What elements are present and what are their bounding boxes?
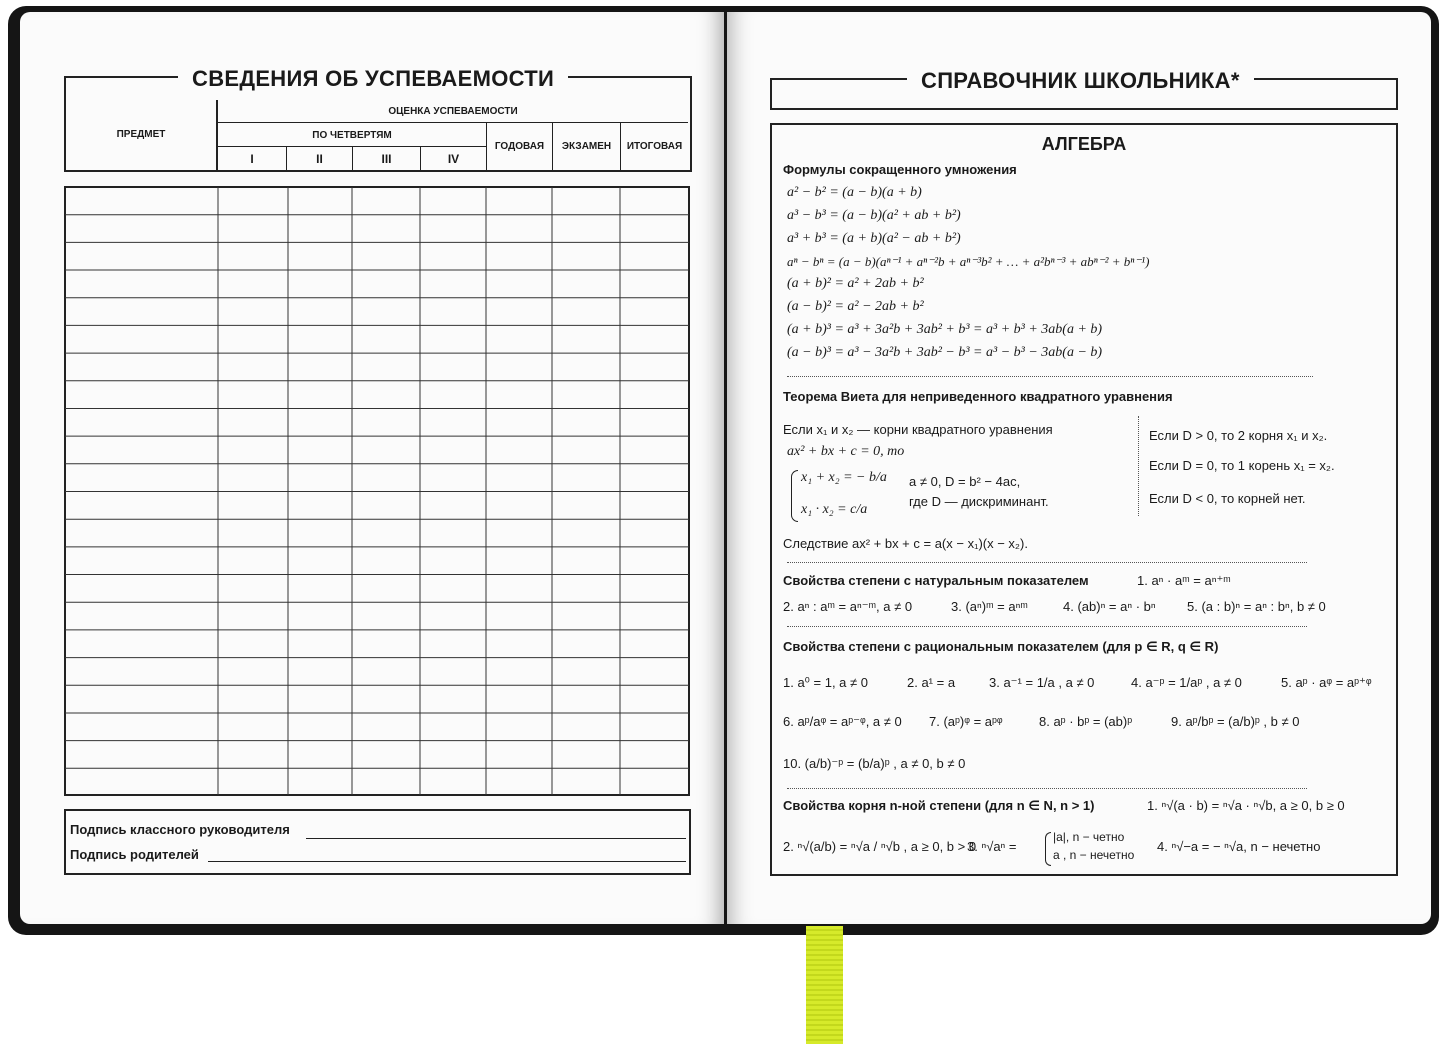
root-case: a , n − нечетно: [1053, 848, 1135, 862]
natural-property: 2. aⁿ : aᵐ = aⁿ⁻ᵐ, a ≠ 0: [783, 599, 913, 614]
formula-line: a² − b² = (a − b)(a + b): [787, 185, 922, 200]
root-property: 2. ⁿ√(a/b) = ⁿ√a / ⁿ√b , a ≥ 0, b > 0: [783, 839, 977, 854]
vieta-condition: a ≠ 0, D = b² − 4ac,: [909, 474, 1021, 489]
right-page: [727, 12, 1431, 924]
grades-header: ОЦЕНКА УСПЕВАЕМОСТИ: [388, 105, 518, 117]
formula-line: a³ − b³ = (a − b)(a² + ab + b²): [787, 208, 961, 223]
natural-property: 1. aⁿ · aᵐ = aⁿ⁺ᵐ: [1137, 573, 1231, 588]
rational-property: 6. aᵖ/aᵠ = aᵖ⁻ᵠ, a ≠ 0: [783, 714, 902, 729]
vieta-heading: Теорема Виета для неприведенного квадратного уравнения: [783, 389, 1173, 404]
page-title: СПРАВОЧНИК ШКОЛЬНИКА*: [907, 68, 1254, 94]
bookmark-ribbon[interactable]: [806, 926, 843, 1044]
rational-property: 8. aᵖ · bᵖ = (ab)ᵖ: [1039, 714, 1133, 729]
formula-line: (a + b)² = a² + 2ab + b²: [787, 276, 924, 291]
divider: [787, 626, 1307, 627]
vieta-intro: Если x₁ и x₂ — корни квадратного уравнения: [783, 422, 1053, 437]
subject-header: ПРЕДМЕТ: [116, 128, 166, 140]
brace: [791, 470, 798, 522]
formula-line: (a + b)³ = a³ + 3a²b + 3ab² + b³ = a³ + b³ + 3ab(a + b): [787, 322, 1103, 337]
quarter-2: II: [316, 152, 323, 166]
grades-grid[interactable]: [64, 186, 691, 797]
vieta-case: Если D > 0, то 2 корня x₁ и x₂.: [1149, 428, 1328, 443]
divider: [1138, 416, 1139, 516]
rational-property: 3. a⁻¹ = 1/a , a ≠ 0: [989, 675, 1095, 690]
rational-property: 2. a¹ = a: [907, 675, 956, 690]
parents-signature-label: Подпись родителей: [70, 847, 199, 862]
vieta-sum: x₁ + x₂ = − b/a: [801, 470, 887, 485]
formula-line: a³ + b³ = (a + b)(a² − ab + b²): [787, 231, 961, 246]
rational-property: 5. aᵖ · aᵠ = aᵖ⁺ᵠ: [1281, 675, 1372, 690]
root-case: |a|, n − четно: [1053, 830, 1125, 844]
exam-header: ЭКЗАМЕН: [561, 141, 612, 152]
annual-header: ГОДОВАЯ: [494, 141, 545, 152]
formula-line: aⁿ − bⁿ = (a − b)(aⁿ⁻¹ + aⁿ⁻²b + aⁿ⁻³b² + … + a²bⁿ⁻³ + abⁿ⁻² + bⁿ⁻¹): [787, 254, 1150, 269]
rational-property: 10. (a/b)⁻ᵖ = (b/a)ᵖ , a ≠ 0, b ≠ 0: [783, 756, 966, 771]
vieta-case: Если D = 0, то 1 корень x₁ = x₂.: [1149, 458, 1335, 473]
quarters-header: ПО ЧЕТВЕРТЯМ: [312, 129, 392, 141]
vieta-case: Если D < 0, то корней нет.: [1149, 491, 1306, 506]
signature-box: [64, 809, 691, 875]
natural-property: 3. (aⁿ)ᵐ = aⁿᵐ: [951, 599, 1028, 614]
teacher-signature-label: Подпись классного руководителя: [70, 822, 290, 837]
quarter-3: III: [381, 152, 392, 166]
formula-line: (a − b)² = a² − 2ab + b²: [787, 299, 924, 314]
divider: [787, 788, 1307, 789]
rational-heading: Свойства степени с рациональным показателем (для p ∈ R, q ∈ R): [783, 639, 1219, 654]
final-header: ИТОГОВАЯ: [626, 141, 683, 152]
brace: [1045, 832, 1051, 866]
quarter-1: I: [250, 152, 254, 166]
parents-signature-line[interactable]: [208, 861, 686, 862]
divider: [787, 562, 1307, 563]
roots-heading: Свойства корня n-ной степени (для n ∈ N, n > 1): [783, 798, 1095, 813]
rational-property: 4. a⁻ᵖ = 1/aᵖ , a ≠ 0: [1131, 675, 1242, 690]
left-page: [20, 12, 724, 924]
vieta-corollary: Следствие ax² + bx + c = a(x − x₁)(x − x₂).: [783, 536, 1028, 551]
teacher-signature-line[interactable]: [306, 838, 686, 839]
rational-property: 1. a⁰ = 1, a ≠ 0: [783, 675, 868, 690]
abbr-heading: Формулы сокращенного умножения: [783, 162, 1017, 177]
rational-property: 7. (aᵖ)ᵠ = aᵖᵠ: [929, 714, 1003, 729]
natural-property: 5. (a : b)ⁿ = aⁿ : bⁿ, b ≠ 0: [1187, 599, 1326, 614]
vieta-product: x₁ · x₂ = c/a: [801, 502, 868, 517]
vieta-equation: ax² + bx + c = 0, то: [787, 444, 905, 459]
formula-line: (a − b)³ = a³ − 3a²b + 3ab² − b³ = a³ − b³ − 3ab(a − b): [787, 345, 1103, 360]
natural-property: 4. (ab)ⁿ = aⁿ · bⁿ: [1063, 599, 1156, 614]
root-property: 1. ⁿ√(a · b) = ⁿ√a · ⁿ√b, a ≥ 0, b ≥ 0: [1147, 798, 1345, 813]
vieta-condition: где D — дискриминант.: [909, 494, 1049, 509]
divider: [787, 376, 1313, 377]
root-property: 4. ⁿ√−a = − ⁿ√a, n − нечетно: [1157, 839, 1321, 854]
root-property: 3. ⁿ√aⁿ =: [967, 839, 1017, 854]
natural-heading: Свойства степени с натуральным показателем: [783, 573, 1089, 588]
rational-property: 9. aᵖ/bᵖ = (a/b)ᵖ , b ≠ 0: [1171, 714, 1300, 729]
quarter-4: IV: [447, 152, 460, 166]
section-title: АЛГЕБРА: [1041, 134, 1127, 154]
page-title: СВЕДЕНИЯ ОБ УСПЕВАЕМОСТИ: [178, 66, 568, 92]
